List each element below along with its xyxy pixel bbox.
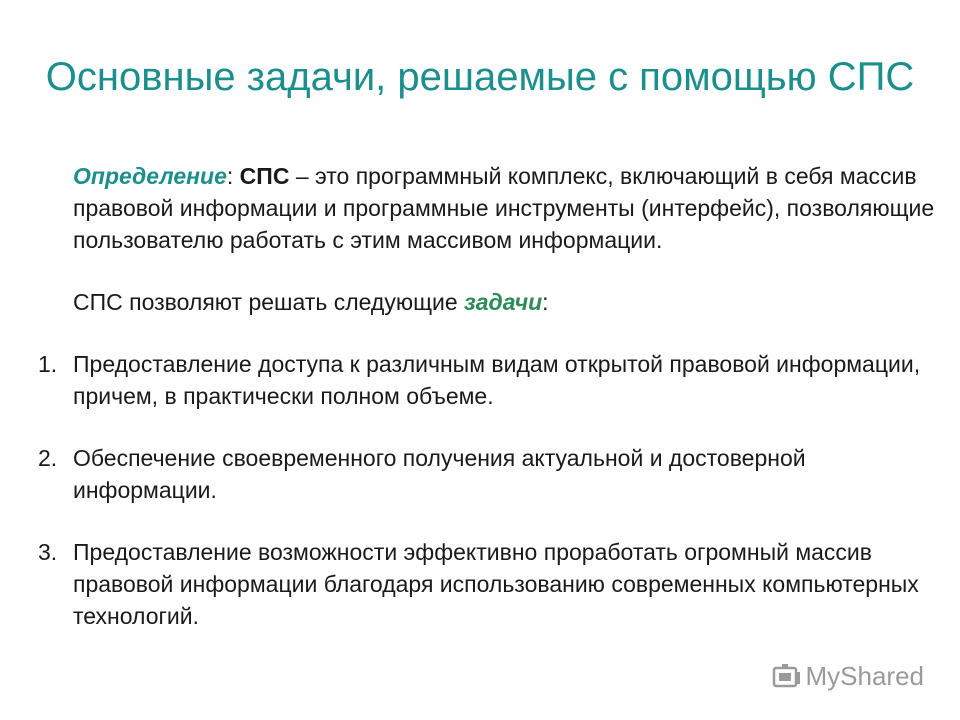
list-item-text: Предоставление доступа к различным видам открытой правовой информации, причем, в практически полном объеме. [73,351,921,409]
slide-title: Основные задачи, решаемые с помощью СПС [45,55,915,99]
slide-body [38,160,938,632]
watermark-text: MyShared [805,661,924,691]
list-item-text: Предоставление возможности эффективно проработать огромный массив правовой информации благодаря использованию современных компьютерных технологий. [73,539,919,629]
list-item [38,536,938,632]
definition-subject: СПС [239,163,290,189]
tasks-intro [73,286,938,318]
list-item-text: Обеспечение своевременного получения актуальной и достоверной информации. [73,445,806,503]
myshared-logo-icon [772,662,802,692]
list-item [38,348,938,412]
definition-colon: : [226,163,234,189]
list-number: 1. [38,351,58,377]
definition-term: Определение [73,163,227,189]
myshared-watermark [772,661,925,692]
definition-paragraph [73,160,938,256]
definition-text: – это программный комплекс, включающий в себя массив правовой информации и программные инструменты (интерфейс), позволяющие пользователю работать с этим массивом информации. [73,163,935,253]
list-number: 3. [38,539,58,565]
list-item [38,442,938,506]
list-number: 2. [38,445,58,471]
tasks-intro-prefix: СПС позволяют решать следующие [73,289,465,315]
tasks-intro-suffix: : [542,289,549,315]
tasks-keyword: задачи [464,289,543,315]
